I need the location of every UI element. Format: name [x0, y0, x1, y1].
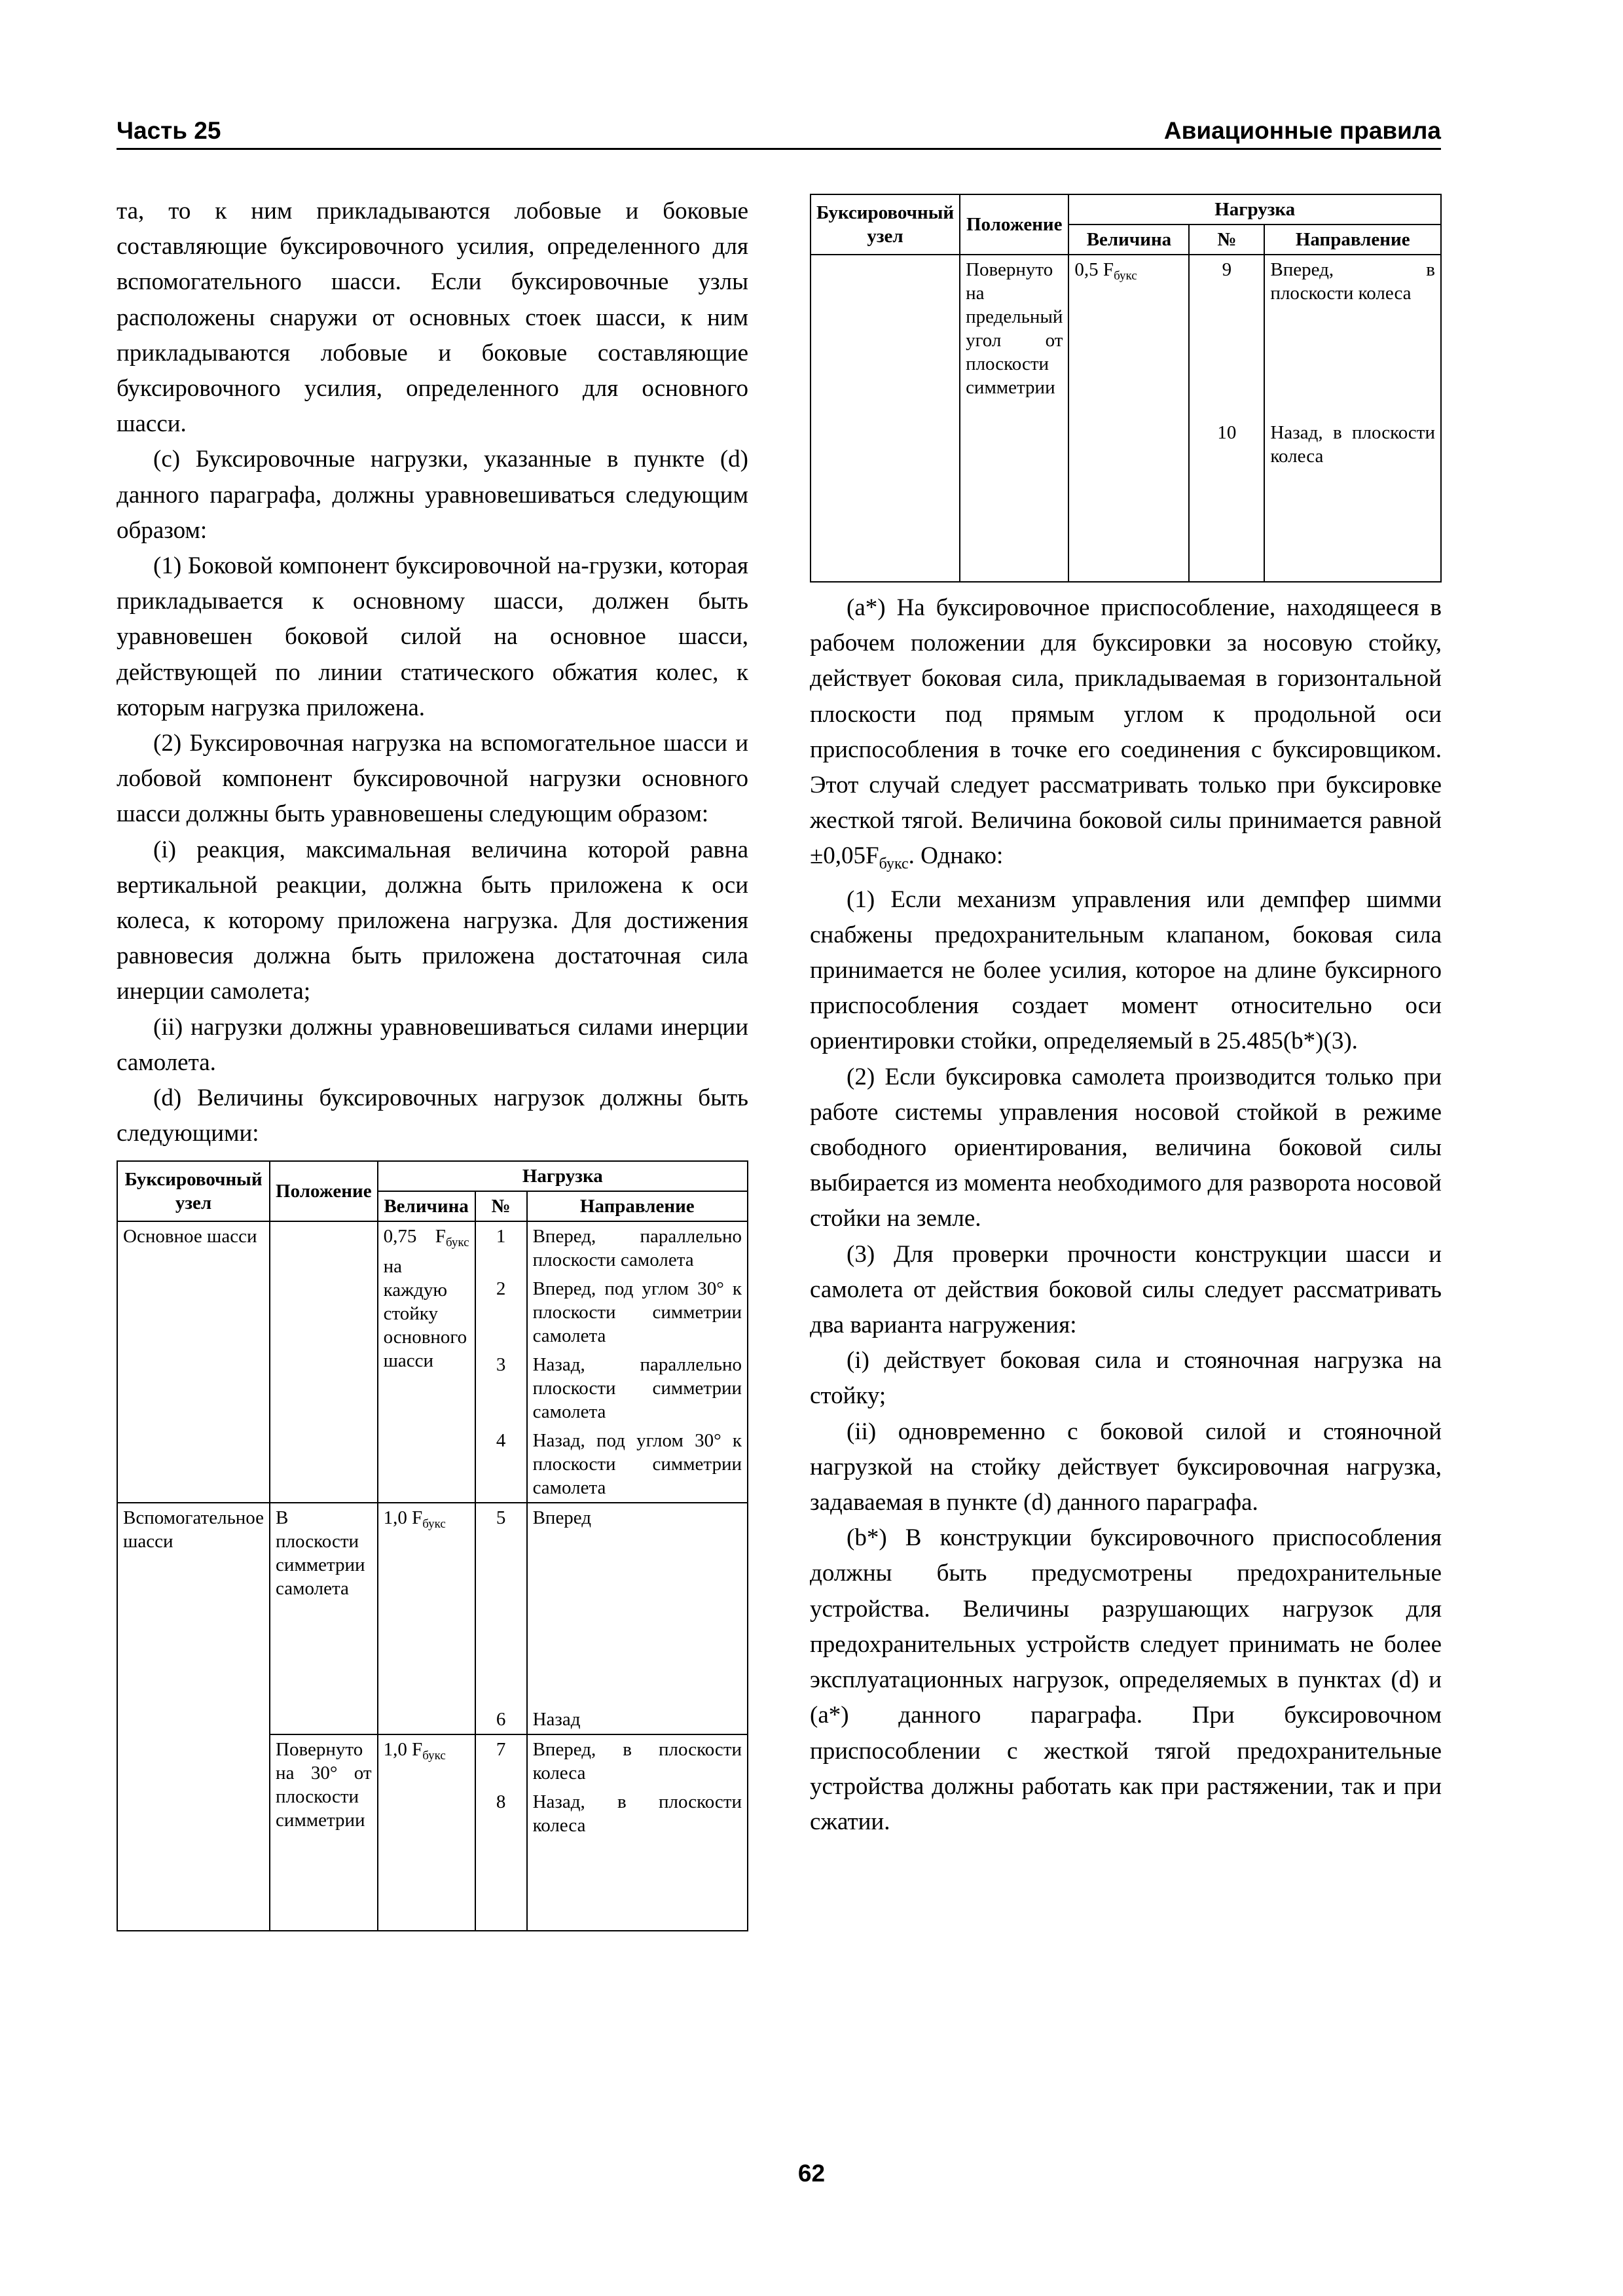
paragraph: (b*) В конструкции буксировочного приспособления должны быть предусмотрены предохранительные устройства. Величины разрушающих нагрузок для предохранительных устройств следует принимать не более эксплуатационных нагрузок, определяемых в пунктах (d) и (a*) данного параграфа. При буксировочном приспособлении с жесткой тягой предохранительные устройства должны работать как при растяжении, так и при сжатии. — [810, 1524, 1442, 1835]
cell-num: 4 — [475, 1426, 527, 1503]
th-load: Нагрузка — [378, 1161, 748, 1191]
cell-dir: Вперед — [527, 1503, 748, 1705]
towing-loads-table-continued — [810, 194, 1442, 583]
th-direction: Направление — [527, 1191, 748, 1221]
th-number: № — [1189, 224, 1264, 255]
cell-pos-symmetry: В плоскости симметрии самолета — [270, 1503, 378, 1734]
cell-node-main: Основное шасси — [117, 1221, 270, 1503]
cell-num: 8 — [475, 1787, 527, 1931]
header-title: Авиационные правила — [1163, 117, 1441, 144]
paragraph: (3) Для проверки прочности конструкции шасси и самолета от действия боковой силы следует рассматривать два варианта нагружения: — [810, 1240, 1442, 1339]
th-magnitude: Величина — [1068, 224, 1189, 255]
header-part: Часть 25 — [117, 117, 221, 144]
paragraph: (i) реакция, максимальная величина которой равна вертикальной реакции, должна быть приложена к оси колеса, к которому приложена нагрузка. Для достижения равновесия должна быть приложена достаточная сила инерции самолета; — [117, 836, 748, 1005]
cell-dir: Назад, в плоскости колеса — [1264, 418, 1441, 582]
th-direction: Направление — [1264, 224, 1441, 255]
cell-num: 10 — [1189, 418, 1264, 582]
paragraph: та, то к ним прикладываются лобовые и боковые составляющие буксировочного усилия, определенного для вспомогательного шасси. Если буксировочные узлы расположены снаружи от основных стоек шасси, к ним прикладываются лобовые и боковые составляющие буксировочного усилия, определенного для основного шасси. — [117, 198, 748, 438]
cell-num: 5 — [475, 1503, 527, 1705]
cell-dir: Назад, в плоскости колеса — [527, 1787, 748, 1931]
cell-dir: Назад, под углом 30° к плоскости симметрии самолета — [527, 1426, 748, 1503]
cell-num: 7 — [475, 1734, 527, 1787]
page-number: 62 — [797, 2160, 826, 2187]
paragraph: (1) Боковой компонент буксировочной на-грузки, которая прикладывается к основному шасси, должен быть уравновешен боковой силой на основное шасси, действующей по линии статического обжатия колес, к которым нагрузка приложена. — [117, 552, 748, 721]
cell-dir: Вперед, параллельно плоскости самолета — [527, 1221, 748, 1274]
cell-dir: Вперед, в плоскости колеса — [527, 1734, 748, 1787]
cell-mag-main: 0,75 $F_{букс}$ на каждую стойку основного шасси — [378, 1221, 475, 1503]
cell-mag-cont: 0,5 $F_{букс}$ — [1068, 255, 1189, 582]
cell-dir: Вперед, в плоскости колеса — [1264, 255, 1441, 418]
cell-num: 9 — [1189, 255, 1264, 418]
cell-num: 6 — [475, 1705, 527, 1734]
paragraph-a-star: (a*) На буксировочное приспособление, находящееся в рабочем положении для буксировки за носовую стойку, действует боковая сила, прикладываемая в горизонтальной плоскости под прямым углом к продольной оси приспособления в точке его соединения с буксировщиком. Этот случай следует рассматривать только при буксировке жесткой тягой. Величина боковой силы принимается равной $\pm 0,05F_{букс}$. Однако: — [810, 594, 1442, 873]
paragraph: (2) Буксировочная нагрузка на вспомогательное шасси и лобовой компонент буксировочной нагрузки основного шасси должны быть уравновешены следующим образом: — [117, 730, 748, 828]
paragraph: (1) Если механизм управления или демпфер шимми снабжены предохранительным клапаном, боковая сила принимается не более усилия, которое на длине буксирного приспособления создает момент относительно оси ориентировки стойки, определяемый в 25.485(b*)(3). — [810, 886, 1442, 1055]
table-row — [811, 255, 1441, 418]
header-rule — [117, 148, 1441, 150]
cell-node-empty — [811, 255, 960, 582]
cell-pos-turned30: Повернуто на 30° от плоскости симметрии — [270, 1734, 378, 1931]
th-position: Положение — [270, 1161, 378, 1221]
towing-loads-table — [117, 1160, 748, 1931]
th-node: Буксировочный узел — [117, 1161, 270, 1221]
cell-pos-limit: Повернуто на предельный угол от плоскости симметрии — [960, 255, 1068, 582]
cell-num: 3 — [475, 1350, 527, 1426]
table-row — [117, 1503, 748, 1705]
cell-mag-aux1: 1,0 $F_{букс}$ — [378, 1503, 475, 1734]
cell-dir: Вперед, под углом 30° к плоскости симметрии самолета — [527, 1274, 748, 1350]
cell-num: 1 — [475, 1221, 527, 1274]
th-load: Нагрузка — [1068, 194, 1441, 224]
cell-position-empty — [270, 1221, 378, 1503]
cell-node-aux: Вспомогательное шасси — [117, 1503, 270, 1931]
paragraph: (i) действует боковая сила и стояночная нагрузка на стойку; — [810, 1347, 1442, 1410]
left-column — [117, 194, 748, 1931]
th-position: Положение — [960, 194, 1068, 255]
cell-num: 2 — [475, 1274, 527, 1350]
paragraph: (c) Буксировочные нагрузки, указанные в пункте (d) данного параграфа, должны уравновешиваться следующим образом: — [117, 446, 748, 544]
th-number: № — [475, 1191, 527, 1221]
paragraph: (d) Величины буксировочных нагрузок должны быть следующими: — [117, 1085, 748, 1147]
paragraph: (ii) одновременно с боковой силой и стояночной нагрузкой на стойку действует буксировочная нагрузка, задаваемая в пункте (d) данного параграфа. — [810, 1418, 1442, 1516]
paragraph: (2) Если буксировка самолета производится только при работе системы управления носовой стойкой в режиме свободного ориентирования, величина боковой силы выбирается из момента необходимого для разворота носовой стойки на земле. — [810, 1063, 1442, 1232]
cell-mag-aux2: 1,0 $F_{букс}$ — [378, 1734, 475, 1931]
th-magnitude: Величина — [378, 1191, 475, 1221]
th-node: Буксировочный узел — [811, 194, 960, 255]
cell-dir: Назад — [527, 1705, 748, 1734]
right-column — [810, 194, 1442, 1840]
paragraph: (ii) нагрузки должны уравновешиваться силами инерции самолета. — [117, 1013, 748, 1076]
table-row — [117, 1221, 748, 1274]
cell-dir: Назад, параллельно плоскости симметрии самолета — [527, 1350, 748, 1426]
